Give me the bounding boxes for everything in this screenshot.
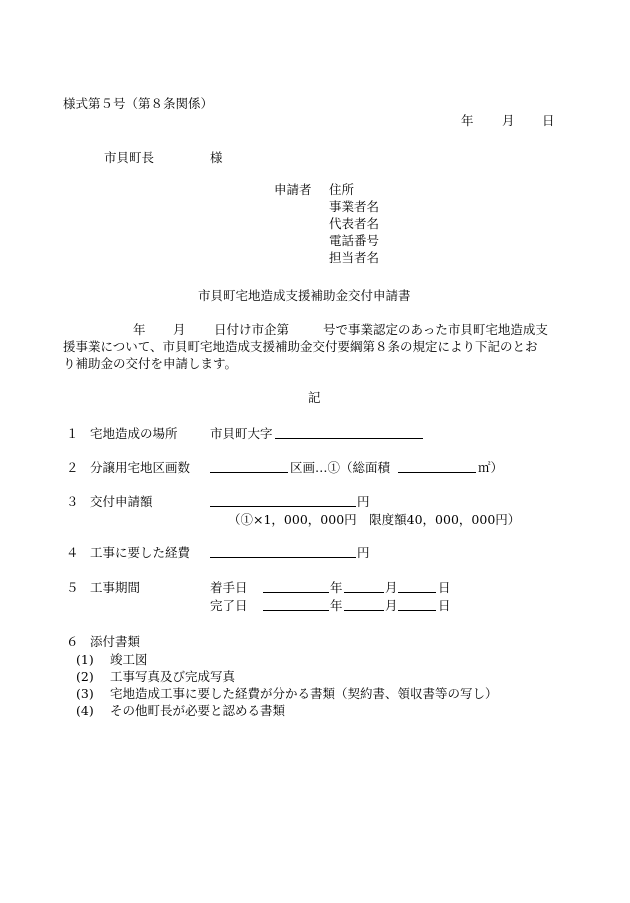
item5-label: 工事期間	[90, 580, 141, 595]
attachment-text: 工事写真及び完成写真	[110, 669, 236, 684]
item3-number: ３	[66, 494, 79, 509]
body-line3: り補助金の交付を申請します。	[63, 356, 238, 371]
item5-end-year-label: 年	[330, 598, 343, 613]
item2-unit: 区画…①（総面積	[290, 460, 391, 475]
item6-number: ６	[66, 634, 79, 649]
item5-number: ５	[66, 580, 79, 595]
ki-heading: 記	[308, 390, 321, 405]
item4-unit: 円	[357, 545, 370, 560]
item2-label: 分譲用宅地区画数	[90, 460, 191, 475]
body-year: 年	[133, 322, 146, 337]
item5-end-label: 完了日	[210, 598, 248, 613]
applicant-address-label: 住所	[329, 182, 355, 197]
item3-limit-note: （①×1，000，000円 限度額40，000，000円）	[228, 512, 521, 527]
date-month-label: 月	[502, 113, 515, 128]
document-title: 市貝町宅地造成支援補助金交付申請書	[198, 288, 411, 303]
item5-end-year-field[interactable]	[263, 610, 329, 611]
item5-start-day-field[interactable]	[398, 592, 436, 593]
item5-start-year-field[interactable]	[263, 592, 329, 593]
body-line1-part2: 号で事業認定のあった市貝町宅地造成支	[323, 322, 548, 337]
item5-start-day-label: 日	[438, 580, 451, 595]
item3-unit: 円	[357, 494, 370, 509]
item5-start-month-label: 月	[385, 580, 398, 595]
attachment-number: (4)	[76, 703, 94, 718]
addressee-honorific: 様	[210, 150, 223, 165]
item5-end-day-field[interactable]	[398, 610, 436, 611]
applicant-label: 申請者	[274, 182, 312, 197]
body-line1-part1: 日付け市企第	[214, 322, 290, 337]
item4-cost-field[interactable]	[210, 557, 356, 558]
item5-end-month-label: 月	[385, 598, 398, 613]
item1-location-prefix: 市貝町大字	[210, 426, 273, 441]
date-day-label: 日	[542, 113, 555, 128]
applicant-phone-label: 電話番号	[329, 233, 380, 248]
attachment-number: (2)	[76, 669, 94, 684]
applicant-company-label: 事業者名	[329, 199, 380, 214]
attachment-number: (3)	[76, 686, 94, 701]
item2-number: ２	[66, 460, 79, 475]
item1-number: １	[66, 426, 79, 441]
item2-total-area-field[interactable]	[398, 472, 476, 473]
date-year-label: 年	[461, 113, 474, 128]
item5-start-year-label: 年	[330, 580, 343, 595]
attachment-number: (1)	[76, 652, 94, 667]
body-month: 月	[173, 322, 186, 337]
attachment-text: その他町長が必要と認める書類	[110, 703, 286, 718]
item5-end-day-label: 日	[438, 598, 451, 613]
item4-label: 工事に要した経費	[90, 545, 191, 560]
item4-number: ４	[66, 545, 79, 560]
body-line2: 援事業について、市貝町宅地造成支援補助金交付要綱第８条の規定により下記のとお	[63, 339, 538, 354]
item2-lot-count-field[interactable]	[210, 472, 288, 473]
item1-location-field[interactable]	[275, 438, 423, 439]
applicant-contact-label: 担当者名	[329, 250, 380, 265]
item2-area-unit: ㎡）	[478, 460, 504, 475]
item5-start-month-field[interactable]	[344, 592, 384, 593]
addressee-name: 市貝町長	[104, 150, 155, 165]
item5-end-month-field[interactable]	[344, 610, 384, 611]
form-number: 様式第５号（第８条関係）	[63, 96, 214, 111]
item5-start-label: 着手日	[210, 580, 248, 595]
item1-label: 宅地造成の場所	[90, 426, 178, 441]
attachment-text: 宅地造成工事に要した経費が分かる書類（契約書、領収書等の写し）	[110, 686, 498, 701]
item3-label: 交付申請額	[90, 494, 153, 509]
item3-amount-field[interactable]	[210, 506, 356, 507]
applicant-representative-label: 代表者名	[329, 216, 380, 231]
item6-label: 添付書類	[90, 634, 141, 649]
attachment-text: 竣工図	[110, 652, 148, 667]
